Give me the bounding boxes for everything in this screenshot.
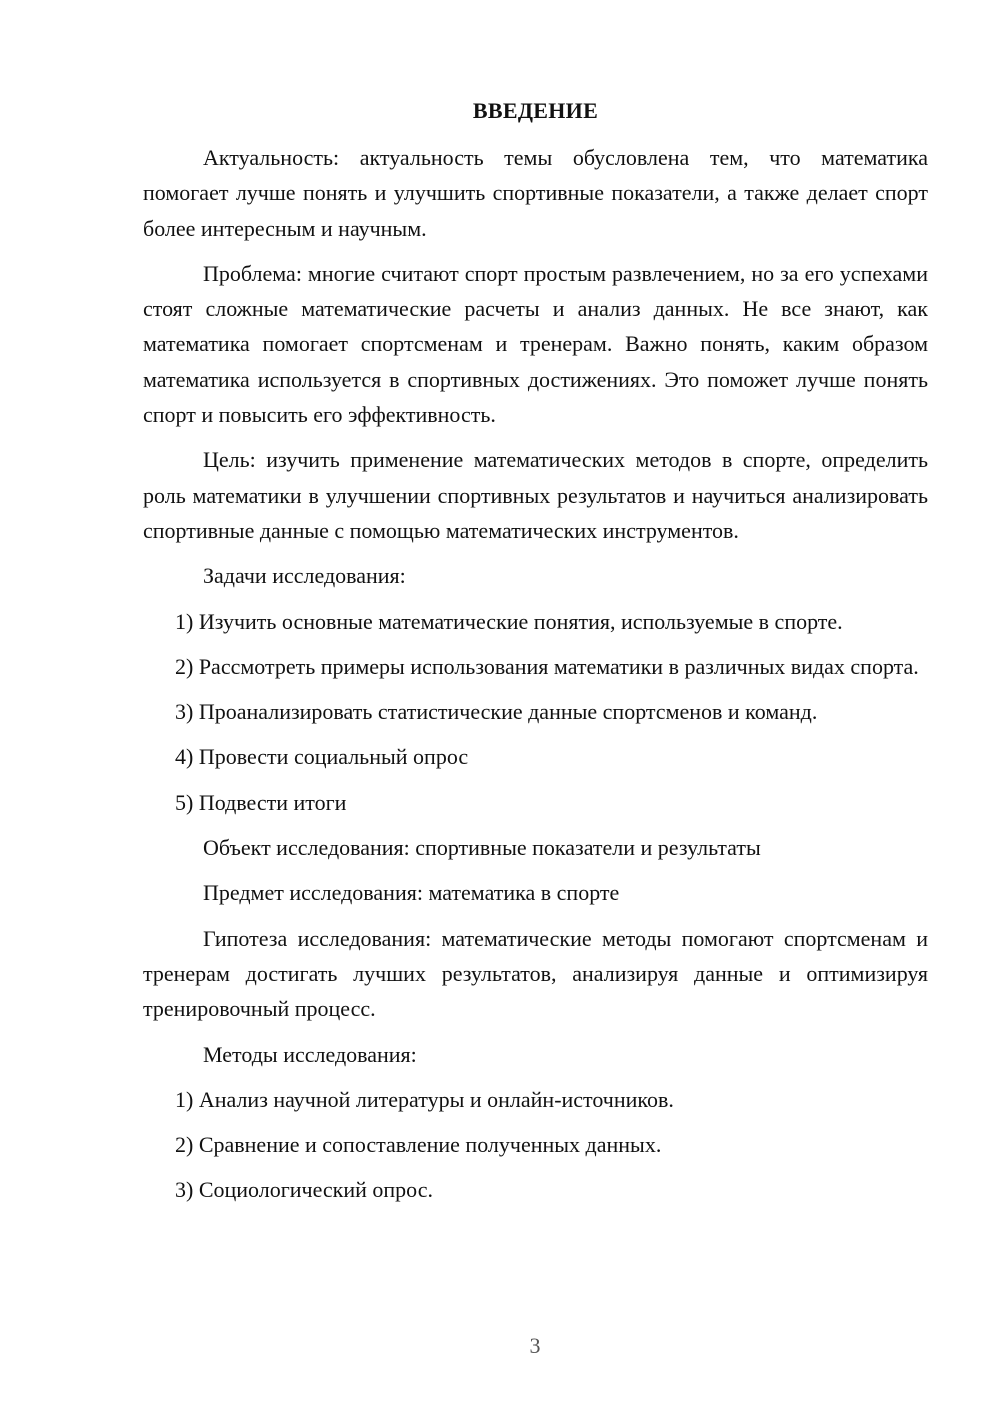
tasks-list <box>143 604 928 820</box>
task-item: 4) Провести социальный опрос <box>175 744 469 770</box>
method-item: 3) Социологический опрос. <box>175 1177 433 1203</box>
method-item: 2) Сравнение и сопоставление полученных данных. <box>175 1132 662 1158</box>
object-paragraph: Объект исследования: спортивные показатели и результаты <box>203 835 761 861</box>
method-item: 1) Анализ научной литературы и онлайн-источников. <box>175 1086 674 1112</box>
document-page <box>143 93 928 1218</box>
relevance-paragraph: Актуальность: актуальность темы обусловлена тем, что математика помогает лучше понять и улучшить спортивные показатели, а также делает спорт более интересным и научным. <box>143 145 928 241</box>
task-item: 5) Подвести итоги <box>175 789 347 815</box>
tasks-heading: Задачи исследования: <box>203 563 406 589</box>
goal-paragraph: Цель: изучить применение математических методов в спорте, определить роль математики в улучшении спортивных результатов и научиться анализировать спортивные данные с помощью математических инструментов. <box>143 447 928 543</box>
problem-paragraph: Проблема: многие считают спорт простым развлечением, но за его успехами стоят сложные математические расчеты и анализ данных. Не все знают, как математика помогает спортсменам и тренерам. Важно понять, каким образом математика используется в спортивных достижениях. Это поможет лучше понять спорт и повысить его эффективность. <box>143 260 928 428</box>
task-item: 1) Изучить основные математические понятия, используемые в спорте. <box>175 608 843 634</box>
task-item: 2) Рассмотреть примеры использования математики в различных видах спорта. <box>175 653 919 679</box>
methods-heading: Методы исследования: <box>203 1041 417 1067</box>
subject-paragraph: Предмет исследования: математика в спорте <box>203 880 620 906</box>
page-number: 3 <box>529 1333 541 1358</box>
hypothesis-paragraph: Гипотеза исследования: математические методы помогают спортсменам и тренерам достигать лучших результатов, анализируя данные и оптимизируя тренировочный процесс. <box>143 925 928 1022</box>
methods-list <box>143 1082 928 1208</box>
task-item: 3) Проанализировать статистические данные спортсменов и команд. <box>175 699 818 725</box>
section-title: ВВЕДЕНИЕ <box>472 98 599 123</box>
